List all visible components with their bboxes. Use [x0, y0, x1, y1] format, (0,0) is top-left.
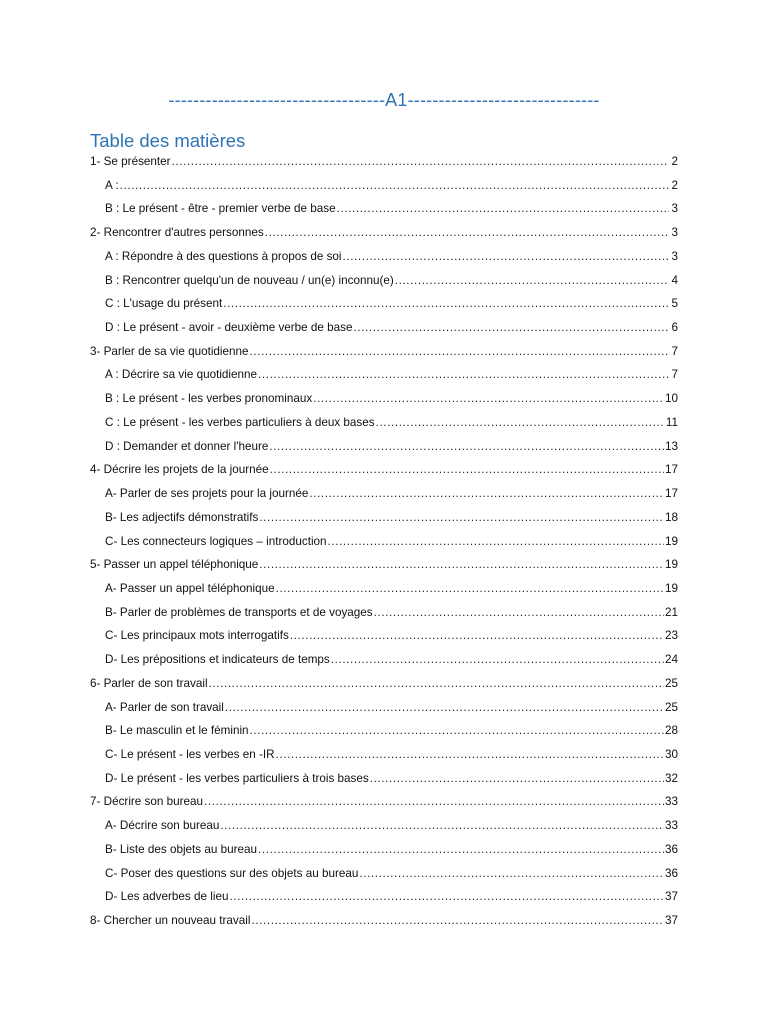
toc-page-number: 17	[664, 463, 678, 477]
toc-page-number: 17	[664, 487, 678, 501]
toc-page-number: 36	[664, 842, 678, 856]
toc-page-number: 11	[665, 415, 678, 429]
toc-dot-leader	[220, 814, 664, 838]
toc-page-number: 10	[664, 392, 678, 406]
toc-dot-leader	[328, 530, 664, 554]
toc-section-entry[interactable]	[90, 601, 678, 625]
table-of-contents	[90, 150, 678, 933]
toc-dot-leader	[225, 696, 664, 720]
toc-entry-label: B- Liste des objets au bureau	[105, 842, 258, 856]
toc-dot-leader	[374, 601, 664, 625]
toc-dot-leader	[359, 862, 664, 886]
toc-dot-leader	[209, 672, 664, 696]
toc-dot-leader	[331, 648, 664, 672]
toc-section-entry[interactable]	[90, 387, 678, 411]
toc-page-number: 33	[664, 819, 678, 833]
toc-chapter-entry[interactable]	[90, 458, 678, 482]
toc-entry-label: 2- Rencontrer d'autres personnes	[90, 226, 264, 240]
toc-entry-label: 6- Parler de son travail	[90, 676, 208, 690]
toc-section-entry[interactable]	[90, 316, 678, 340]
toc-entry-label: A- Passer un appel téléphonique	[105, 581, 275, 595]
toc-dot-leader	[250, 719, 664, 743]
toc-page-number: 3	[671, 226, 678, 240]
toc-page-number: 18	[664, 510, 678, 524]
toc-page-number: 25	[664, 676, 678, 690]
toc-page-number: 7	[671, 368, 678, 382]
toc-dot-leader	[376, 411, 665, 435]
toc-dot-leader	[270, 458, 664, 482]
toc-chapter-entry[interactable]	[90, 340, 678, 364]
toc-section-entry[interactable]	[90, 506, 678, 530]
toc-entry-label: 3- Parler de sa vie quotidienne	[90, 344, 249, 358]
toc-dot-leader	[258, 363, 669, 387]
toc-dot-leader	[172, 150, 669, 174]
toc-dot-leader	[204, 790, 664, 814]
toc-dot-leader	[395, 269, 669, 293]
toc-page-number: 30	[664, 747, 678, 761]
toc-section-entry[interactable]	[90, 197, 678, 221]
toc-page-number: 19	[664, 558, 678, 572]
toc-entry-label: A- Décrire son bureau	[105, 819, 220, 833]
toc-page-number: 37	[664, 914, 678, 927]
toc-entry-label: C- Les principaux mots interrogatifs	[105, 629, 289, 643]
toc-dot-leader	[120, 174, 669, 198]
toc-entry-label: B : Le présent - être - premier verbe de base	[105, 202, 336, 216]
toc-page-number: 36	[664, 866, 678, 880]
toc-entry-label: A : Décrire sa vie quotidienne	[105, 368, 258, 382]
toc-section-entry[interactable]	[90, 174, 678, 198]
toc-dot-leader	[290, 624, 664, 648]
toc-page-number: 13	[664, 439, 678, 453]
section-heading-a1: -----------------------------------A1-------------------------------	[168, 90, 600, 110]
toc-entry-label: C- Poser des questions sur des objets au bureau	[105, 866, 359, 880]
toc-section-entry[interactable]	[90, 719, 678, 743]
toc-section-entry[interactable]	[90, 269, 678, 293]
toc-entry-label: B- Les adjectifs démonstratifs	[105, 510, 259, 524]
toc-dot-leader	[276, 743, 664, 767]
toc-chapter-entry[interactable]	[90, 909, 678, 933]
toc-page-number: 3	[671, 249, 678, 263]
toc-entry-label: A- Parler de son travail	[105, 700, 224, 714]
toc-dot-leader	[223, 292, 669, 316]
toc-dot-leader	[337, 197, 669, 221]
toc-entry-label: B- Parler de problèmes de transports et de voyages	[105, 605, 373, 619]
toc-chapter-entry[interactable]	[90, 221, 678, 245]
toc-entry-label: 4- Décrire les projets de la journée	[90, 463, 269, 477]
toc-entry-label: 1- Se présenter	[90, 155, 171, 168]
toc-page-number: 28	[664, 724, 678, 738]
toc-title: Table des matières	[90, 130, 246, 151]
toc-entry-label: C : L'usage du présent	[105, 297, 223, 311]
toc-section-entry[interactable]	[90, 648, 678, 672]
toc-section-entry[interactable]	[90, 624, 678, 648]
toc-page-number: 19	[664, 534, 678, 548]
toc-page-number: 25	[664, 700, 678, 714]
toc-page-number: 2	[671, 178, 678, 192]
toc-dot-leader	[269, 435, 664, 459]
toc-section-entry[interactable]	[90, 577, 678, 601]
toc-entry-label: D- Les prépositions et indicateurs de temps	[105, 653, 330, 667]
toc-entry-label: D- Les adverbes de lieu	[105, 890, 229, 904]
toc-section-entry[interactable]	[90, 530, 678, 554]
toc-page-number: 21	[664, 605, 678, 619]
toc-entry-label: C : Le présent - les verbes particuliers à deux bases	[105, 415, 375, 429]
toc-section-entry[interactable]	[90, 482, 678, 506]
toc-dot-leader	[229, 885, 664, 909]
toc-section-entry[interactable]	[90, 435, 678, 459]
toc-chapter-entry[interactable]	[90, 150, 678, 174]
toc-dot-leader	[258, 838, 664, 862]
toc-dot-leader	[265, 221, 669, 245]
toc-entry-label: B : Le présent - les verbes pronominaux	[105, 392, 313, 406]
toc-dot-leader	[313, 387, 664, 411]
toc-dot-leader	[259, 553, 664, 577]
toc-entry-label: 5- Passer un appel téléphonique	[90, 558, 259, 572]
toc-section-entry[interactable]	[90, 767, 678, 791]
toc-entry-label: C- Le présent - les verbes en -IR	[105, 747, 275, 761]
toc-dot-leader	[276, 577, 664, 601]
toc-section-entry[interactable]	[90, 363, 678, 387]
toc-page-number: 23	[664, 629, 678, 643]
toc-entry-label: B- Le masculin et le féminin	[105, 724, 249, 738]
toc-section-entry[interactable]	[90, 885, 678, 909]
toc-page-number: 19	[664, 581, 678, 595]
toc-section-entry[interactable]	[90, 245, 678, 269]
toc-page-number: 37	[664, 890, 678, 904]
toc-entry-label: A :	[105, 178, 119, 192]
toc-entry-label: 8- Chercher un nouveau travail	[90, 914, 251, 927]
toc-entry-label: A : Répondre à des questions à propos de soi	[105, 249, 342, 263]
toc-dot-leader	[309, 482, 664, 506]
toc-section-entry[interactable]	[90, 743, 678, 767]
toc-entry-label: A- Parler de ses projets pour la journée	[105, 487, 309, 501]
toc-section-entry[interactable]	[90, 814, 678, 838]
toc-chapter-entry[interactable]	[90, 672, 678, 696]
toc-dot-leader	[251, 909, 664, 933]
toc-dot-leader	[354, 316, 669, 340]
toc-page-number: 24	[664, 653, 678, 667]
toc-entry-label: C- Les connecteurs logiques – introduction	[105, 534, 327, 548]
toc-dot-leader	[259, 506, 664, 530]
toc-dot-leader	[250, 340, 669, 364]
toc-page-number: 6	[671, 321, 678, 335]
toc-page-number: 3	[671, 202, 678, 216]
toc-chapter-entry[interactable]	[90, 790, 678, 814]
toc-page-number: 4	[671, 273, 678, 287]
toc-entry-label: D- Le présent - les verbes particuliers à trois bases	[105, 771, 369, 785]
toc-section-entry[interactable]	[90, 696, 678, 720]
toc-page-number: 2	[671, 155, 678, 168]
toc-dot-leader	[370, 767, 664, 791]
toc-entry-label: B : Rencontrer quelqu'un de nouveau / un(e) inconnu(e)	[105, 273, 394, 287]
toc-section-entry[interactable]	[90, 411, 678, 435]
toc-entry-label: 7- Décrire son bureau	[90, 795, 204, 809]
toc-entry-label: D : Le présent - avoir - deuxième verbe de base	[105, 321, 353, 335]
toc-entry-label: D : Demander et donner l'heure	[105, 439, 269, 453]
toc-section-entry[interactable]	[90, 862, 678, 886]
toc-dot-leader	[343, 245, 669, 269]
toc-section-entry[interactable]	[90, 292, 678, 316]
toc-chapter-entry[interactable]	[90, 553, 678, 577]
toc-page-number: 5	[671, 297, 678, 311]
toc-page-number: 7	[671, 344, 678, 358]
toc-section-entry[interactable]	[90, 838, 678, 862]
toc-page-number: 33	[664, 795, 678, 809]
toc-page-number: 32	[664, 771, 678, 785]
